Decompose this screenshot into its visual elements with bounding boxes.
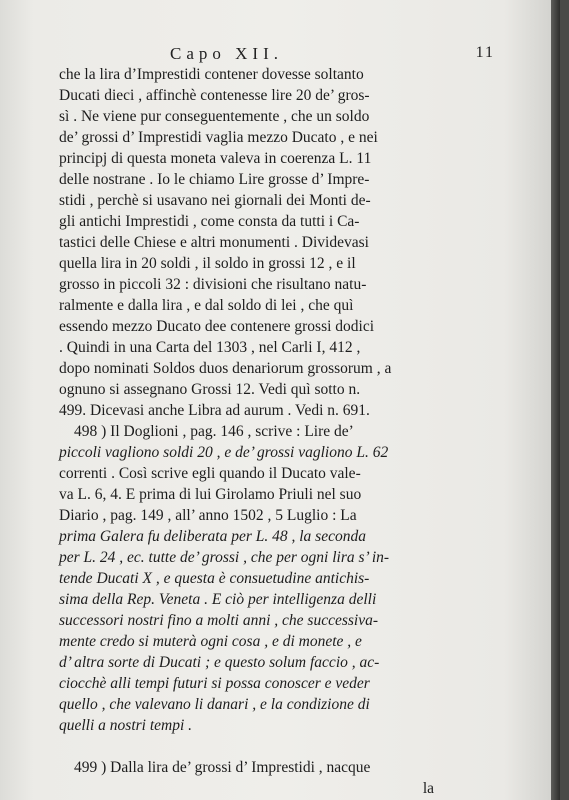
text-line: va L. 6, 4. E prima di lui Girolamo Priuli nel suo [59, 486, 362, 503]
text-line: 499 ) Dalla lira de’ grossi d’ Imprestidi , nacque [74, 759, 371, 776]
text-line: quella lira in 20 soldi , il soldo in grossi 12 , e il [59, 255, 356, 272]
text-line: ognuno si assegnano Grossi 12. Vedi quì sotto n. [59, 381, 361, 398]
text-line: gli antichi Imprestidi , come consta da tutti i Ca- [59, 213, 360, 230]
page-edge [551, 0, 560, 800]
text-line: correnti . Così scrive egli quando il Ducato vale- [59, 465, 361, 482]
page-number: 11 [475, 44, 495, 61]
text-line: quello , che valevano li danari , e la condizione di [59, 696, 370, 713]
text-line: successori nostri fino a molti anni , che successiva- [59, 612, 378, 629]
text-line: 499. Dicevasi anche Libra ad aurum . Vedi n. 691. [59, 402, 370, 419]
text-line: tende Ducati X , e questa è consuetudine antichis- [59, 570, 370, 587]
text-line: delle nostrane . Io le chiamo Lire grosse d’ Impre- [59, 171, 370, 188]
text-line: grosso in piccoli 32 : divisioni che risultano natu- [59, 276, 367, 293]
text-line: piccoli vagliono soldi 20 , e de’ grossi vagliono L. 62 [59, 444, 389, 461]
text-line: d’ altra sorte di Ducati ; e questo solum faccio , ac- [59, 654, 380, 671]
text-line: stidi , perchè si usavano nei giornali dei Monti de- [59, 192, 371, 209]
text-line: prima Galera fu deliberata per L. 48 , la seconda [59, 528, 366, 545]
running-head: Capo XII. [170, 44, 283, 63]
text-line: Diario , pag. 149 , all’ anno 1502 , 5 Luglio : La [59, 507, 357, 524]
catchword: la [422, 780, 434, 797]
text-line: mente credo si muterà ogni cosa , e di monete , e [59, 633, 362, 650]
text-line: principj di questa moneta valeva in coerenza L. 11 [59, 150, 372, 167]
text-line: Ducati dieci , affinchè contenesse lire 20 de’ gros- [59, 87, 370, 104]
text-line: dopo nominati Soldos duos denariorum grossorum , a [59, 360, 392, 377]
text-line: sima della Rep. Veneta . E ciò per intelligenza delli [59, 591, 377, 608]
text-line: che la lira d’Imprestidi contener dovesse soltanto [59, 66, 364, 83]
text-line: tastici delle Chiese e altri monumenti . Dividevasi [59, 234, 369, 251]
text-line: ciocchè alli tempi futuri si possa conoscer e veder [59, 675, 370, 692]
text-line: de’ grossi d’ Imprestidi vaglia mezzo Ducato , e nei [59, 129, 378, 146]
text-line: . Quindi in una Carta del 1303 , nel Carli I, 412 , [59, 339, 361, 356]
text-line: quelli a nostri tempi . [59, 717, 193, 734]
body-text [59, 64, 436, 799]
text-line: per L. 24 , ec. tutte de’ grossi , che per ogni lira s’ in- [59, 549, 390, 566]
text-line [59, 736, 436, 757]
text-line: sì . Ne viene pur conseguentemente , che un soldo [59, 108, 370, 125]
text-line: ralmente e dalla lira , e dal soldo di lei , che quì [59, 297, 354, 314]
text-line: essendo mezzo Ducato dee contenere grossi dodici [59, 318, 375, 335]
text-line: 498 ) Il Doglioni , pag. 146 , scrive : Lire de’ [74, 423, 354, 440]
